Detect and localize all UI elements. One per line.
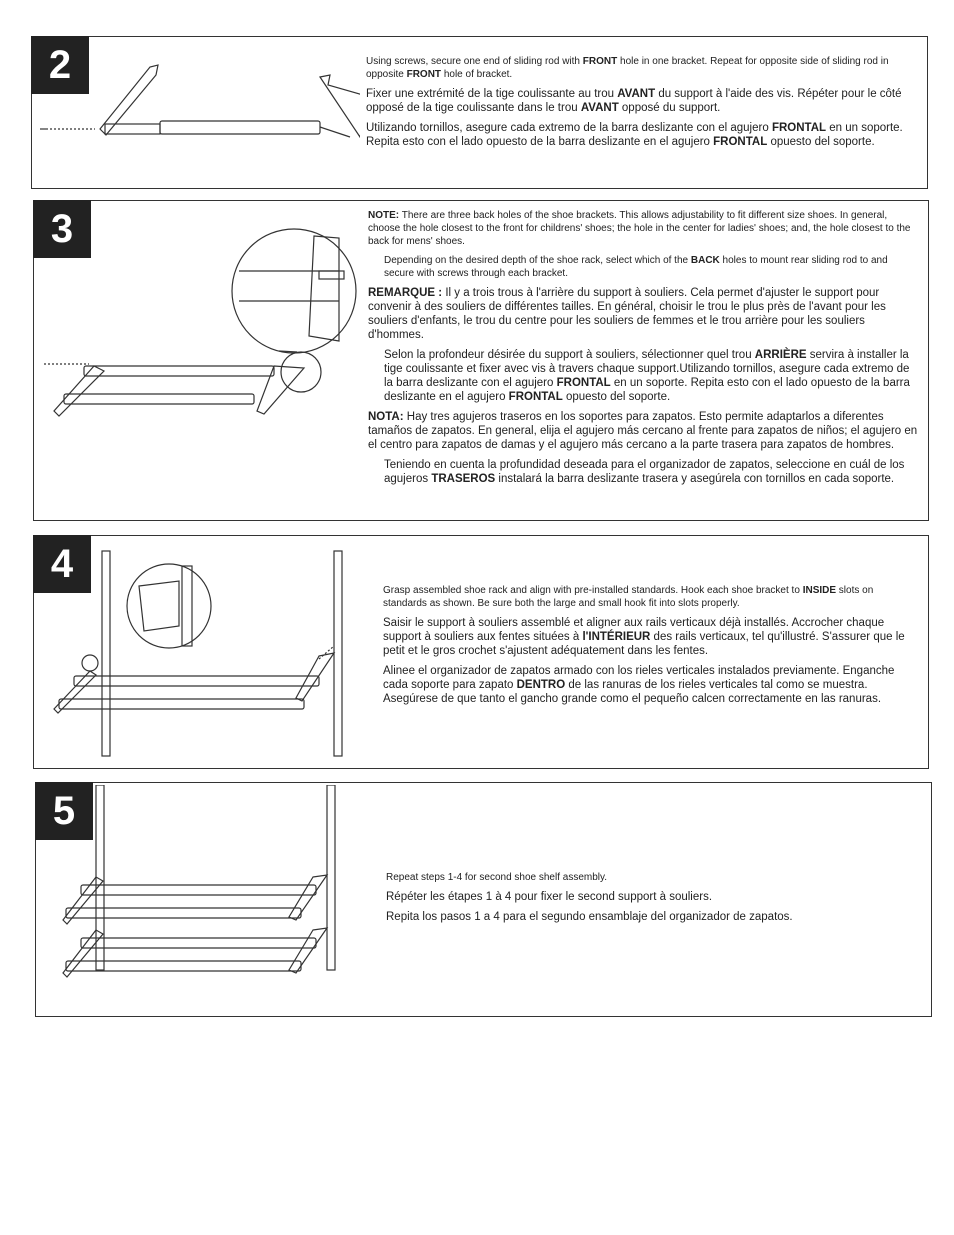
step-2-text — [366, 55, 918, 155]
note-spanish — [368, 410, 920, 452]
emphasis: REMARQUE : — [368, 287, 443, 299]
english-instruction — [366, 55, 918, 81]
english-instruction — [383, 584, 919, 610]
emphasis: NOTE: — [368, 210, 400, 221]
text-segment: Using screws, secure one end of sliding rod with — [366, 56, 583, 67]
step-5-illustration — [51, 785, 371, 1010]
text-segment: hole of bracket. — [441, 69, 513, 80]
emphasis: NOTA: — [368, 411, 404, 423]
depth-spanish — [368, 458, 920, 486]
text-segment: Saisir le support à souliers assemblé et aligner aux rails verticaux déjà installés. Accrocher chaque support à souliers aux fentes situées à — [383, 617, 885, 643]
text-segment: Fixer une extrémité de la tige coulissante au trou — [366, 88, 618, 100]
text-segment: en un soporte. Repita esto con el lado opuesto de la barra deslizante en el agujero — [366, 122, 903, 148]
emphasis: ARRIÈRE — [754, 349, 807, 361]
text-segment: des rails verticaux, tel qu'illustré. S'assurer que le petit et le gros crochet s'ajustent adéquatement dans les fentes. — [383, 631, 905, 657]
text-segment: hole in one bracket. Repeat for opposite side of sliding rod in opposite — [366, 56, 889, 80]
step-5-text — [386, 871, 922, 930]
emphasis: FRONTAL — [713, 136, 768, 148]
text-segment: Grasp assembled shoe rack and align with pre-installed standards. Hook each shoe bracket to — [383, 585, 803, 596]
depth-french — [368, 348, 920, 404]
note-english — [368, 209, 920, 248]
step-number: 3 — [33, 200, 91, 258]
text-segment: Il y a trois trous à l'arrière du support à souliers. Cela permet d'ajuster le support pour convenir à des souliers de différentes tailles. En général, choisir le trou le plus près de l'avant pour les souliers d'enfants, le trou du centre pour les souliers de femmes et le trou arrière pour les souliers d'hommes. — [368, 287, 886, 341]
emphasis: FRONT — [582, 56, 618, 67]
step-number: 2 — [31, 36, 89, 94]
spanish-instruction — [383, 664, 919, 706]
text-segment: There are three back holes of the shoe brackets. This allows adjustability to fit different size shoes. In general, choose the hole closest to the front for childrens' shoes; the hole in the center for ladies' shoes; and, the hole closest to the back for mens' shoes. — [368, 210, 911, 247]
text-segment: instalará la barra deslizante trasera y asegúrela con tornillos en cada soporte. — [495, 473, 895, 485]
text-segment: Utilizando tornillos, asegure cada extremo de la barra deslizante con el agujero — [366, 122, 772, 134]
text-segment: Alinee el organizador de zapatos armado con los rieles verticales instalados previamente. Enganche cada soporte para zapato — [383, 665, 895, 691]
step-5-panel — [35, 782, 932, 1017]
step-number: 4 — [33, 535, 91, 593]
emphasis: BACK — [690, 255, 720, 266]
text-segment: Teniendo en cuenta la profundidad deseada para el organizador de zapatos, seleccione en cuál de los agujeros — [384, 459, 905, 485]
french-instruction — [383, 616, 919, 658]
text-segment: Selon la profondeur désirée du support à souliers, sélectionner quel trou — [384, 349, 755, 361]
step-number: 5 — [35, 782, 93, 840]
emphasis: TRASEROS — [431, 473, 496, 485]
english-instruction: Repeat steps 1-4 for second shoe shelf assembly. — [386, 872, 608, 883]
emphasis: l'INTÉRIEUR — [582, 631, 651, 643]
emphasis: DENTRO — [516, 679, 566, 691]
text-segment: holes to mount rear sliding rod to and secure with screws through each bracket. — [384, 255, 888, 279]
french-instruction — [366, 87, 918, 115]
emphasis: AVANT — [580, 102, 619, 114]
text-segment: en un soporte. Repita esto con el lado opuesto de la barra deslizante en el agujero — [384, 377, 910, 403]
spanish-instruction — [366, 121, 918, 149]
step-4-illustration — [44, 541, 364, 766]
text-segment: slots on standards as shown. Be sure both the large and small hook fit into slots properly. — [383, 585, 874, 609]
text-segment: opposé du support. — [618, 102, 721, 114]
text-segment: de las ranuras de los rieles verticales tal como se muestra. Asegúrese de que tanto el gancho grande como el pequeño calcen correctamente en las ranuras. — [383, 679, 882, 705]
step-3-illustration — [39, 226, 369, 446]
text-segment: Hay tres agujeros traseros en los soportes para zapatos. Esto permite adaptarlos a diferentes tamaños de zapatos. En general, elija el agujero más cercano al frente para zapatos de niños; el agujero en el centro para zapatos de damas y el agujero más cercano a la parte trasera para zapatos de hombres. — [368, 411, 918, 451]
emphasis: FRONTAL — [556, 377, 611, 389]
step-3-panel — [33, 200, 929, 521]
spanish-instruction: Repita los pasos 1 a 4 para el segundo ensamblaje del organizador de zapatos. — [386, 911, 793, 923]
step-3-text — [368, 209, 920, 492]
french-instruction: Répéter les étapes 1 à 4 pour fixer le second support à souliers. — [386, 891, 713, 903]
step-4-panel — [33, 535, 929, 769]
text-segment: du support à l'aide des vis. Répéter pour le côté opposé de la tige coulissante dans le trou — [366, 88, 902, 114]
text-segment: Depending on the desired depth of the shoe rack, select which of the — [384, 255, 691, 266]
emphasis: FRONT — [406, 69, 442, 80]
note-french — [368, 286, 920, 342]
text-segment: opuesto del soporte. — [767, 136, 875, 148]
emphasis: INSIDE — [802, 585, 837, 596]
step-4-text — [383, 584, 919, 712]
step-2-illustration — [40, 57, 360, 177]
emphasis: FRONTAL — [508, 391, 563, 403]
emphasis: FRONTAL — [771, 122, 827, 134]
depth-english — [368, 254, 920, 280]
step-2-panel — [31, 36, 928, 189]
emphasis: AVANT — [617, 88, 656, 100]
text-segment: servira à installer la tige coulissante et fixer avec vis à travers chaque support.Utilizando tornillos, asegure cada extremo de la barra deslizante con el agujero — [384, 349, 910, 389]
text-segment: opuesto del soporte. — [562, 391, 671, 403]
